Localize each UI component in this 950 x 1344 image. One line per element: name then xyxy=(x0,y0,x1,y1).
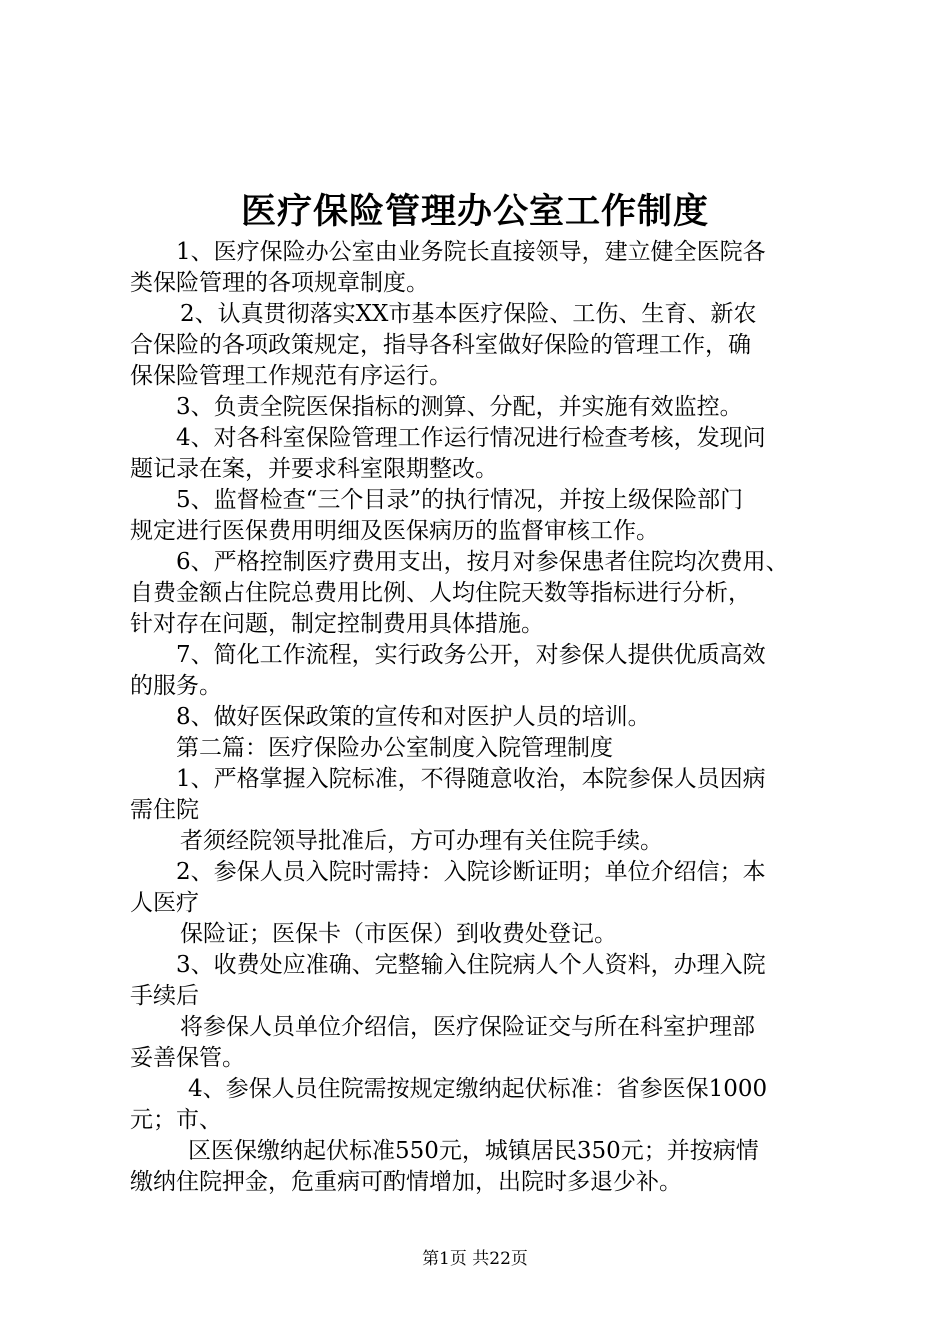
paragraph-line: 2、认真贯彻落实XX市基本医疗保险、工伤、生育、新农 xyxy=(180,301,757,327)
paragraph-line: 6、严格控制医疗费用支出，按月对参保患者住院均次费用、 xyxy=(176,549,789,575)
document-body xyxy=(130,237,830,1198)
paragraph-line: 保保险管理工作规范有序运行。 xyxy=(130,363,452,389)
paragraph-line: 人医疗 xyxy=(130,890,199,916)
paragraph-line: 者须经院领导批准后，方可办理有关住院手续。 xyxy=(180,828,663,854)
paragraph-line: 将参保人员单位介绍信，医疗保险证交与所在科室护理部 xyxy=(180,1014,755,1040)
paragraph-line: 自费金额占住院总费用比例、人均住院天数等指标进行分析， xyxy=(130,580,751,606)
paragraph-line: 1、严格掌握入院标准，不得随意收治，本院参保人员因病 xyxy=(176,766,766,792)
paragraph-line: 5、监督检查“三个目录”的执行情况，并按上级保险部门 xyxy=(176,487,744,513)
paragraph-line: 元；市、 xyxy=(130,1107,222,1133)
paragraph-line: 7、简化工作流程，实行政务公开，对参保人提供优质高效 xyxy=(176,642,766,668)
paragraph-line: 保险证；医保卡（市医保）到收费处登记。 xyxy=(180,921,617,947)
paragraph-line: 缴纳住院押金，危重病可酌情增加，出院时多退少补。 xyxy=(130,1169,682,1195)
paragraph-line: 2、参保人员入院时需持：入院诊断证明；单位介绍信；本 xyxy=(176,859,766,885)
section-heading: 第二篇：医疗保险办公室制度入院管理制度 xyxy=(176,735,613,761)
paragraph-line: 3、负责全院医保指标的测算、分配，并实施有效监控。 xyxy=(176,394,743,420)
paragraph-line: 手续后 xyxy=(130,983,199,1009)
page-number-footer: 第1页 共22页 xyxy=(422,1249,528,1269)
paragraph-line: 区医保缴纳起伏标准550元，城镇居民350元；并按病情 xyxy=(188,1138,759,1164)
paragraph-line: 针对存在问题，制定控制费用具体措施。 xyxy=(130,611,544,637)
paragraph-line: 规定进行医保费用明细及医保病历的监督审核工作。 xyxy=(130,518,659,544)
paragraph-line: 3、收费处应准确、完整输入住院病人个人资料，办理入院 xyxy=(176,952,766,978)
paragraph-line: 需住院 xyxy=(130,797,199,823)
paragraph-line: 4、对各科室保险管理工作运行情况进行检查考核，发现问 xyxy=(176,425,766,451)
paragraph-line: 的服务。 xyxy=(130,673,222,699)
paragraph-line: 8、做好医保政策的宣传和对医护人员的培训。 xyxy=(176,704,651,730)
document-title: 医疗保险管理办公室工作制度 xyxy=(240,191,709,232)
paragraph-line: 合保险的各项政策规定，指导各科室做好保险的管理工作，确 xyxy=(130,332,751,358)
paragraph-line: 妥善保管。 xyxy=(130,1045,245,1071)
paragraph-line: 类保险管理的各项规章制度。 xyxy=(130,270,429,296)
paragraph-line: 4、参保人员住院需按规定缴纳起伏标准：省参医保1000 xyxy=(188,1076,768,1102)
paragraph-line: 题记录在案，并要求科室限期整改。 xyxy=(130,456,498,482)
paragraph-line: 1、医疗保险办公室由业务院长直接领导，建立健全医院各 xyxy=(176,239,766,265)
